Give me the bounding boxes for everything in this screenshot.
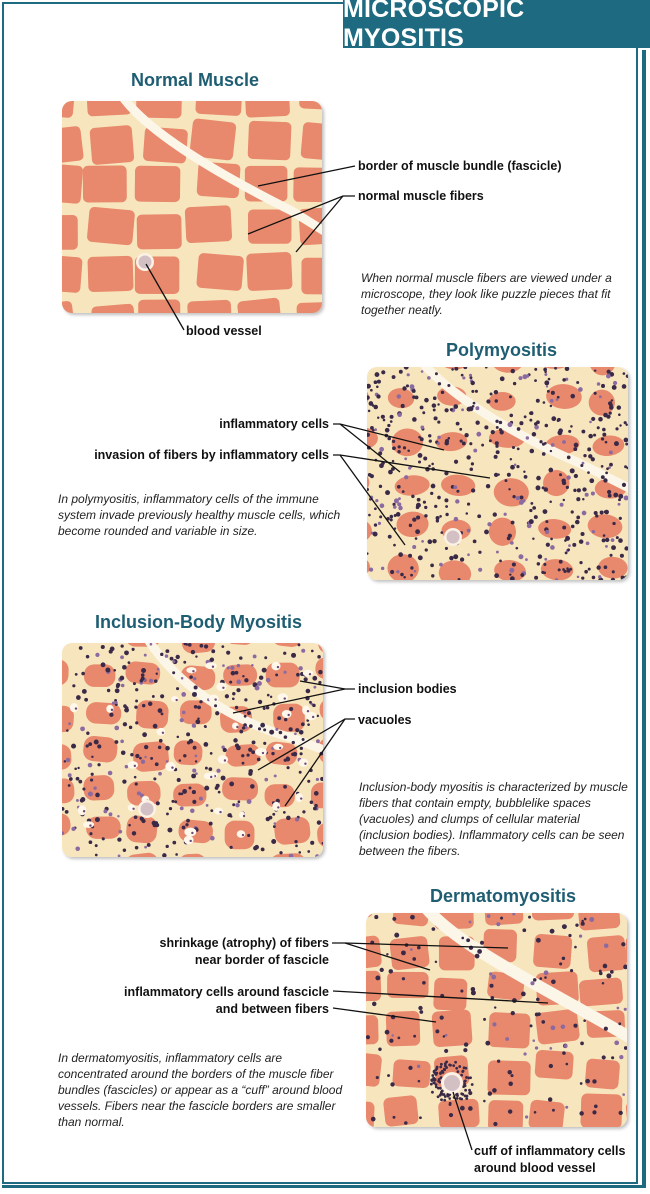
polymyositis-panel xyxy=(367,367,628,580)
label-cuff-line2: around blood vessel xyxy=(474,1161,596,1175)
label-around-fascicle-line2: and between fibers xyxy=(215,1002,329,1016)
label-cuff-line1: cuff of inflammatory cells xyxy=(474,1144,626,1158)
label-inflammatory-cells: inflammatory cells xyxy=(219,417,329,431)
normal-muscle-panel xyxy=(62,101,322,313)
label-inclusion-bodies: inclusion bodies xyxy=(358,682,457,696)
dermatomyositis-description: In dermatomyositis, inflammatory cells are concentrated around the borders of the muscle fiber bundles (fascicles) or appear as a “cuff” around blood vessels. Fibers near the fascicle borders are smaller than normal. xyxy=(58,1051,343,1129)
label-normal-fibers: normal muscle fibers xyxy=(358,189,484,203)
heading-inclusion-body-myositis: Inclusion-Body Myositis xyxy=(95,612,303,632)
p2-tissue xyxy=(367,367,628,580)
heading-polymyositis: Polymyositis xyxy=(446,340,558,360)
label-vacuoles: vacuoles xyxy=(358,713,412,727)
page-frame-right xyxy=(642,50,646,1188)
p4-tissue xyxy=(366,913,627,1127)
label-invasion-of-fibers: invasion of fibers by inflammatory cells xyxy=(94,448,329,462)
inclusion-body-panel xyxy=(62,643,323,857)
label-blood-vessel: blood vessel xyxy=(186,324,262,338)
label-shrinkage-line2: near border of fascicle xyxy=(194,953,329,967)
p3-tissue xyxy=(62,643,323,857)
label-fascicle-border: border of muscle bundle (fascicle) xyxy=(358,159,562,173)
heading-normal-muscle: Normal Muscle xyxy=(131,70,260,90)
polymyositis-description: In polymyositis, inflammatory cells of the immune system invade previously healthy muscle cells, which become rounded and variable in size. xyxy=(58,492,341,538)
heading-dermatomyositis: Dermatomyositis xyxy=(430,886,577,906)
p1-tissue xyxy=(62,101,322,313)
dermatomyositis-panel xyxy=(366,913,627,1127)
page-title: MICROSCOPIC MYOSITIS xyxy=(343,0,650,48)
label-shrinkage-line1: shrinkage (atrophy) of fibers xyxy=(159,936,329,950)
page-frame-bottom xyxy=(2,1185,642,1188)
label-around-fascicle-line1: inflammatory cells around fascicle xyxy=(124,985,329,999)
inclusion-body-description: Inclusion-body myositis is characterized by muscle fibers that contain empty, bubblelike spaces (vacuoles) and clumps of cellular material (inclusion bodies). Inflammatory cells can be seen between the fibers. xyxy=(359,780,628,858)
normal-description: When normal muscle fibers are viewed under a microscope, they look like puzzle pieces that fit together neatly. xyxy=(361,271,612,317)
